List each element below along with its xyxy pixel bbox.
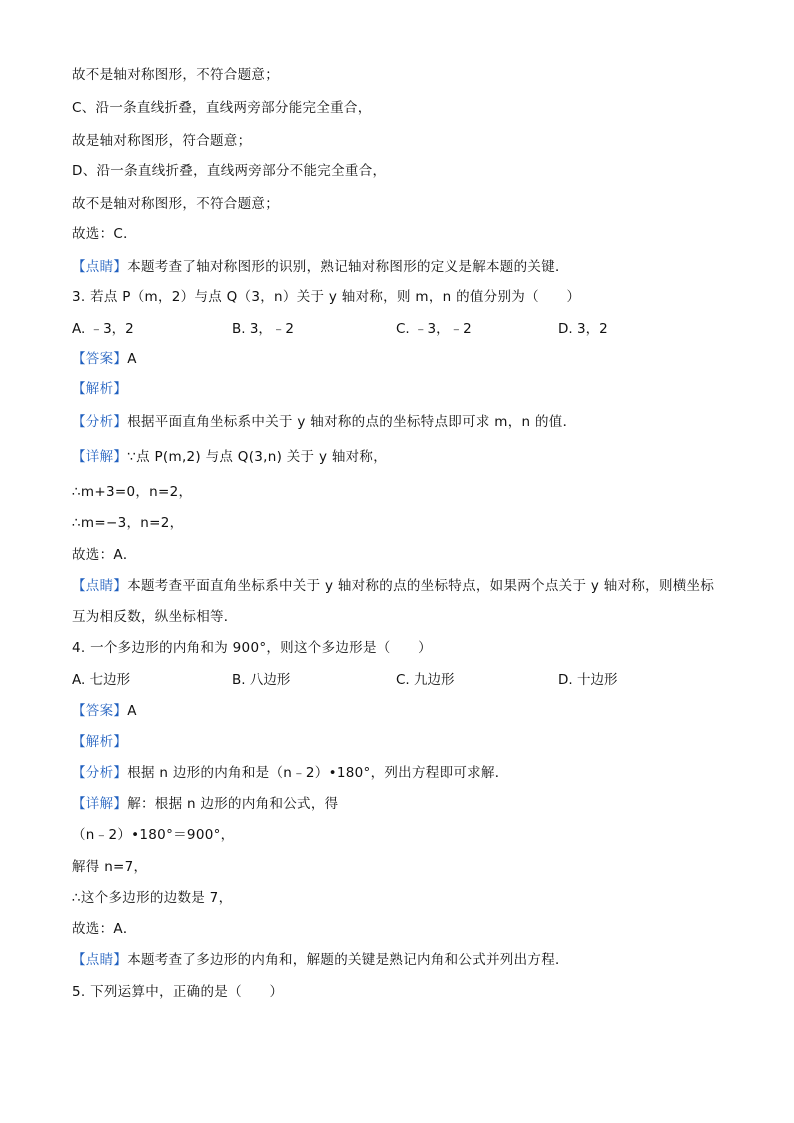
- fenxi-tag: 【分析】: [72, 414, 128, 430]
- dianjing-tag: 【点睛】: [72, 952, 128, 968]
- dianjing-text: 本题考查了轴对称图形的识别，熟记轴对称图形的定义是解本题的关键．: [127, 259, 569, 275]
- xiangjie-tag: 【详解】: [72, 449, 128, 465]
- question-5-stem: 5. 下列运算中，正确的是（ ）: [72, 984, 284, 1000]
- question-3-stem: 3. 若点 P（m，2）与点 Q（3，n）关于 y 轴对称，则 m，n 的值分别为（ ）: [72, 289, 581, 305]
- dianjing-line: [72, 950, 569, 970]
- analysis-tag: 【解析】: [72, 734, 128, 750]
- solution-step: ∴m+3=0，n=2，: [72, 484, 193, 500]
- fenxi-tag: 【分析】: [72, 765, 128, 781]
- fenxi-text: 根据 n 边形的内角和是（n﹣2）•180°，列出方程即可求解．: [127, 765, 509, 781]
- dianjing-line: [72, 257, 569, 277]
- option-c: C. 九边形: [396, 672, 455, 688]
- xiangjie-text: ∵点 P(m,2) 与点 Q(3,n) 关于 y 轴对称，: [127, 449, 388, 465]
- option-c: C. ﹣3，﹣2: [396, 321, 472, 337]
- text-line: 故不是轴对称图形，不符合题意；: [72, 196, 279, 212]
- answer-value: A: [127, 351, 137, 367]
- dianjing-tag: 【点睛】: [72, 578, 128, 594]
- text-line: 故不是轴对称图形，不符合题意；: [72, 67, 279, 83]
- answer-line: [72, 701, 137, 721]
- xiangjie-line: [72, 794, 338, 814]
- fenxi-line: [72, 763, 509, 783]
- choose-line: 故选：A．: [72, 921, 137, 937]
- option-b: B. 八边形: [232, 672, 291, 688]
- option-d: D. 十边形: [558, 672, 618, 688]
- solution-step: ∴m=−3，n=2，: [72, 515, 184, 531]
- text-line: 故选：C．: [72, 226, 137, 242]
- analysis-line: [72, 379, 127, 399]
- dianjing-tag: 【点睛】: [72, 259, 128, 275]
- answer-value: A: [127, 703, 137, 719]
- text-line: D、沿一条直线折叠，直线两旁部分不能完全重合，: [72, 163, 387, 179]
- solution-step: （n﹣2）•180°＝900°，: [72, 827, 235, 843]
- analysis-line: [72, 732, 127, 752]
- xiangjie-text: 解：根据 n 边形的内角和公式，得: [127, 796, 339, 812]
- dianjing-text: 本题考查了多边形的内角和，解题的关键是熟记内角和公式并列出方程．: [127, 952, 569, 968]
- choose-line: 故选：A．: [72, 547, 137, 563]
- dianjing-continuation: 互为相反数，纵坐标相等．: [72, 609, 238, 625]
- fenxi-line: [72, 412, 576, 432]
- text-line: 故是轴对称图形，符合题意；: [72, 133, 252, 149]
- option-b: B. 3，﹣2: [232, 321, 295, 337]
- text-line: C、沿一条直线折叠，直线两旁部分能完全重合，: [72, 100, 372, 116]
- fenxi-text: 根据平面直角坐标系中关于 y 轴对称的点的坐标特点即可求 m，n 的值．: [127, 414, 577, 430]
- option-d: D. 3，2: [558, 321, 608, 337]
- answer-line: [72, 349, 137, 369]
- dianjing-line: [72, 576, 714, 596]
- analysis-tag: 【解析】: [72, 381, 128, 397]
- solution-step: 解得 n=7，: [72, 859, 148, 875]
- answer-tag: 【答案】: [72, 351, 128, 367]
- answer-tag: 【答案】: [72, 703, 128, 719]
- question-4-stem: 4. 一个多边形的内角和为 900°，则这个多边形是（ ）: [72, 640, 432, 656]
- xiangjie-line: [72, 447, 387, 467]
- dianjing-text: 本题考查平面直角坐标系中关于 y 轴对称的点的坐标特点，如果两个点关于 y 轴对称，则横坐标: [127, 578, 715, 594]
- solution-step: ∴这个多边形的边数是 7，: [72, 890, 233, 906]
- xiangjie-tag: 【详解】: [72, 796, 128, 812]
- option-a: A. ﹣3，2: [72, 321, 134, 337]
- option-a: A. 七边形: [72, 672, 131, 688]
